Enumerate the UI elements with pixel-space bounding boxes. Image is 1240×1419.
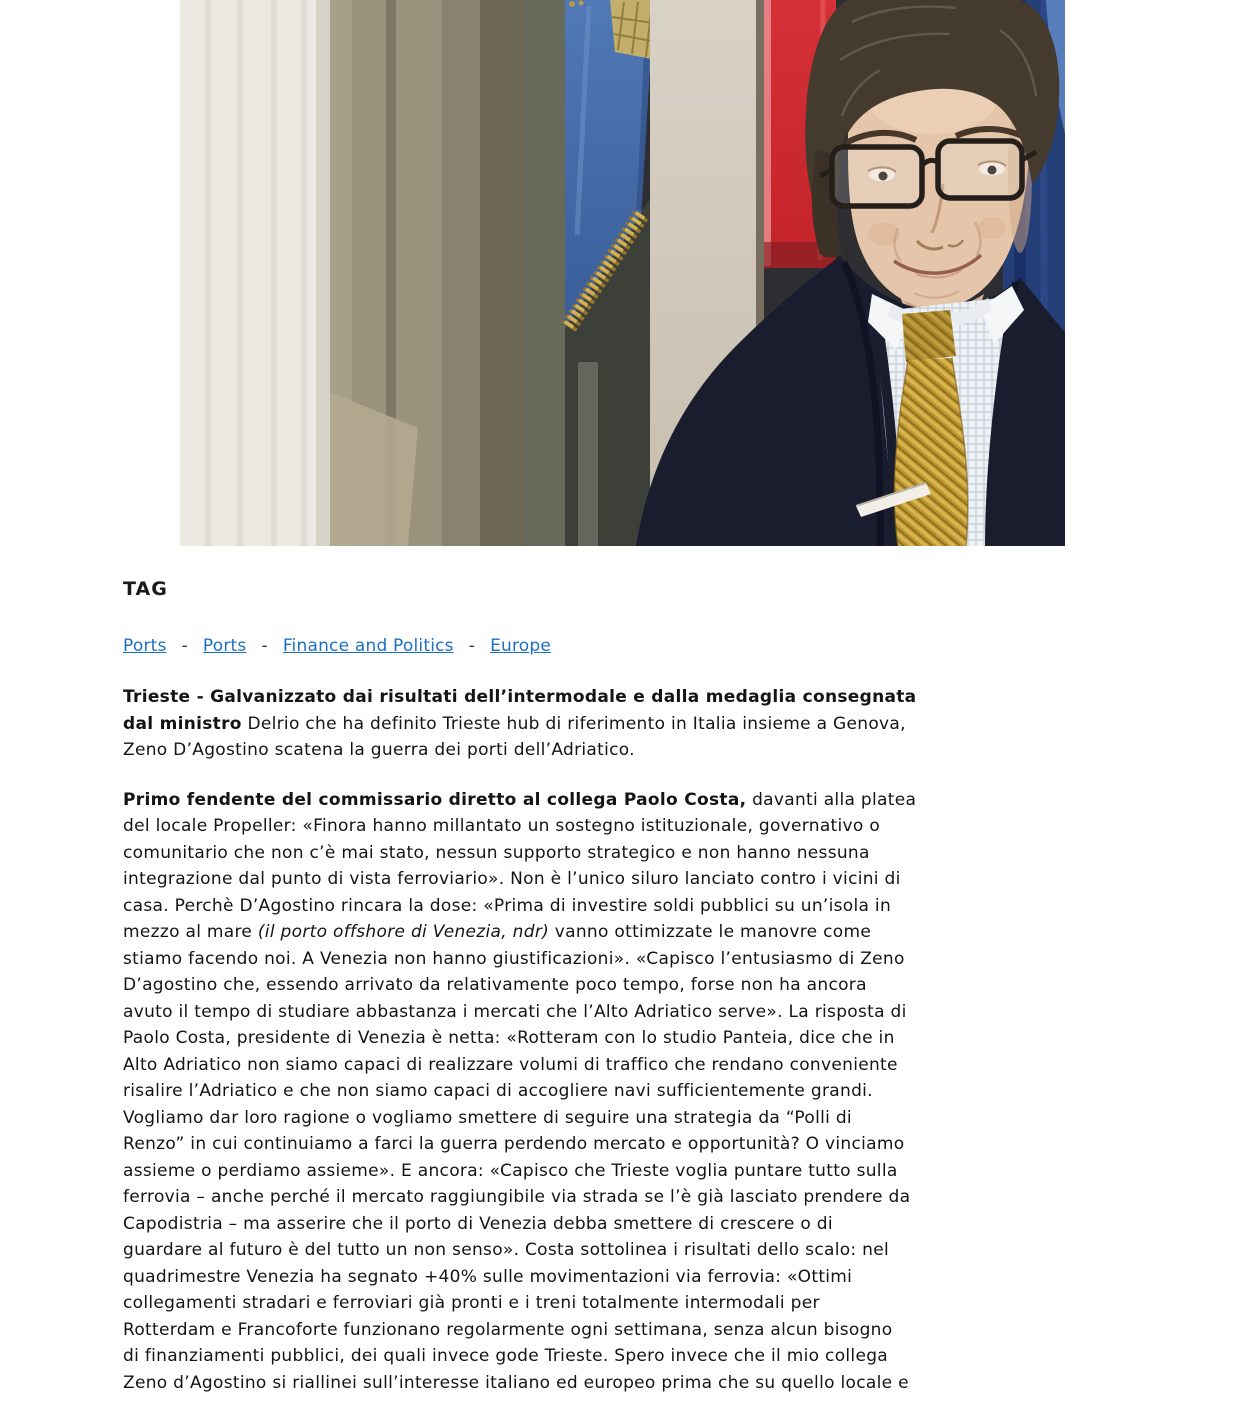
article-line bbox=[123, 919, 1123, 946]
text-segment: davanti alla platea bbox=[746, 789, 917, 810]
article-paragraph bbox=[123, 684, 1123, 764]
tag-link[interactable]: Ports bbox=[202, 636, 247, 656]
article-line bbox=[123, 1105, 1123, 1132]
article-line bbox=[123, 999, 1123, 1026]
article-line bbox=[123, 946, 1123, 973]
text-segment: Renzo” in cui continuiamo a farci la guerra perdendo mercato e opportunità? O vinciamo bbox=[123, 1134, 905, 1154]
article-body bbox=[123, 684, 1123, 1419]
text-segment: mezzo al mare bbox=[123, 922, 258, 942]
text-segment: ferrovia – anche perché il mercato raggiungibile via strada se l’è già lasciato prendere da bbox=[123, 1187, 911, 1207]
text-segment: D’agostino che, essendo arrivato da relativamente poco tempo, forse non ha ancora bbox=[123, 975, 867, 995]
text-segment: dal ministro bbox=[123, 713, 242, 734]
article-line bbox=[123, 1317, 1123, 1344]
text-segment: quadrimestre Venezia ha segnato +40% sulle movimentazioni via ferrovia: «Ottimi bbox=[123, 1266, 853, 1287]
text-segment: Capodistria – ma asserire che il porto di Venezia debba smettere di crescere o di bbox=[123, 1213, 833, 1234]
article-line bbox=[123, 1184, 1123, 1211]
tag-link[interactable]: Finance and Politics bbox=[282, 636, 454, 656]
article-line bbox=[123, 893, 1123, 920]
tag-separator: - bbox=[468, 636, 476, 656]
tag-link[interactable]: Europe bbox=[490, 636, 552, 656]
photo-illustration bbox=[180, 0, 1065, 546]
text-segment: comunitario che non c’è mai stato, nessun supporto strategico e non hanno nessuna bbox=[123, 842, 870, 863]
text-segment: Primo fendente del commissario diretto al collega Paolo Costa, bbox=[123, 789, 747, 810]
text-segment: collegamenti stradari e ferroviari già pronti e i treni totalmente intermodali per bbox=[123, 1293, 820, 1313]
text-segment: di finanziamenti pubblici, dei quali invece gode Trieste. Spero invece che il mio collega bbox=[123, 1346, 889, 1366]
text-segment: del locale Propeller: «Finora hanno millantato un sostegno istituzionale, governativo o bbox=[123, 816, 881, 836]
text-segment: Trieste - Galvanizzato dai risultati dell’intermodale e dalla medaglia consegnata bbox=[123, 687, 917, 707]
text-segment: stiamo facendo noi. A Venezia non hanno giustificazioni». «Capisco l’entusiasmo di Zeno bbox=[123, 948, 905, 969]
article-line bbox=[123, 1211, 1123, 1238]
article-photo bbox=[180, 0, 1065, 546]
article-line bbox=[123, 1343, 1123, 1370]
article-line bbox=[123, 1025, 1123, 1052]
article-line bbox=[123, 1237, 1123, 1264]
article-line bbox=[123, 972, 1123, 999]
text-segment: Rotterdam e Francoforte funzionano regolarmente ogni settimana, senza alcun bisogno bbox=[123, 1319, 893, 1340]
article-line bbox=[123, 1052, 1123, 1079]
text-segment: casa. Perchè D’Agostino rincara la dose: «Prima di investire soldi pubblici su un’isola in bbox=[123, 895, 892, 916]
article-line bbox=[123, 813, 1123, 840]
text-segment: Vogliamo dar loro ragione o vogliamo smettere di seguire una strategia da “Polli di bbox=[123, 1107, 852, 1128]
article-paragraph bbox=[123, 787, 1123, 1397]
tag-heading: TAG bbox=[123, 578, 168, 600]
article-line bbox=[123, 866, 1123, 893]
article-line bbox=[123, 684, 1123, 711]
article-line bbox=[123, 1158, 1123, 1185]
text-segment: risalire l’Adriatico e che non siamo capaci di accogliere navi sufficientemente grandi. bbox=[123, 1081, 873, 1101]
text-segment: guardare al futuro è del tutto un non senso». Costa sottolinea i risultati dello scalo: nel bbox=[123, 1240, 890, 1260]
text-segment: Alto Adriatico non siamo capaci di realizzare volumi di traffico che rendano conveniente bbox=[123, 1054, 898, 1075]
text-segment: Zeno d’Agostino si riallinei sull’interesse italiano ed europeo prima che su quello locale e bbox=[123, 1372, 909, 1393]
article-line bbox=[123, 1370, 1123, 1397]
article-line bbox=[123, 1264, 1123, 1291]
text-segment: vanno ottimizzate le manovre come bbox=[549, 922, 872, 942]
article-line bbox=[123, 1078, 1123, 1105]
article-line bbox=[123, 1290, 1123, 1317]
article-line bbox=[123, 737, 1123, 764]
tag-separator: - bbox=[181, 636, 188, 656]
tag-link[interactable]: Ports bbox=[123, 636, 167, 656]
text-segment: Zeno D’Agostino scatena la guerra dei porti dell’Adriatico. bbox=[123, 740, 635, 760]
article-line bbox=[123, 787, 1123, 814]
text-segment: assieme o perdiamo assieme». E ancora: «Capisco che Trieste voglia puntare tutto sulla bbox=[123, 1160, 898, 1181]
tag-separator: - bbox=[261, 636, 268, 656]
article-line bbox=[123, 840, 1123, 867]
tag-list bbox=[123, 633, 551, 660]
article-line bbox=[123, 711, 1123, 738]
text-segment: avuto il tempo di studiare abbastanza i mercati che l’Alto Adriatico serve». La risposta di bbox=[123, 1001, 907, 1022]
text-segment: (il porto offshore di Venezia, ndr) bbox=[257, 922, 550, 942]
text-segment: integrazione dal punto di vista ferroviario». Non è l’unico siluro lanciato contro i vicini di bbox=[123, 869, 901, 889]
text-segment: Delrio che ha definito Trieste hub di riferimento in Italia insieme a Genova, bbox=[241, 713, 906, 734]
text-segment: Paolo Costa, presidente di Venezia è netta: «Rotteram con lo studio Panteia, dice che in bbox=[123, 1028, 895, 1048]
article-line bbox=[123, 1131, 1123, 1158]
